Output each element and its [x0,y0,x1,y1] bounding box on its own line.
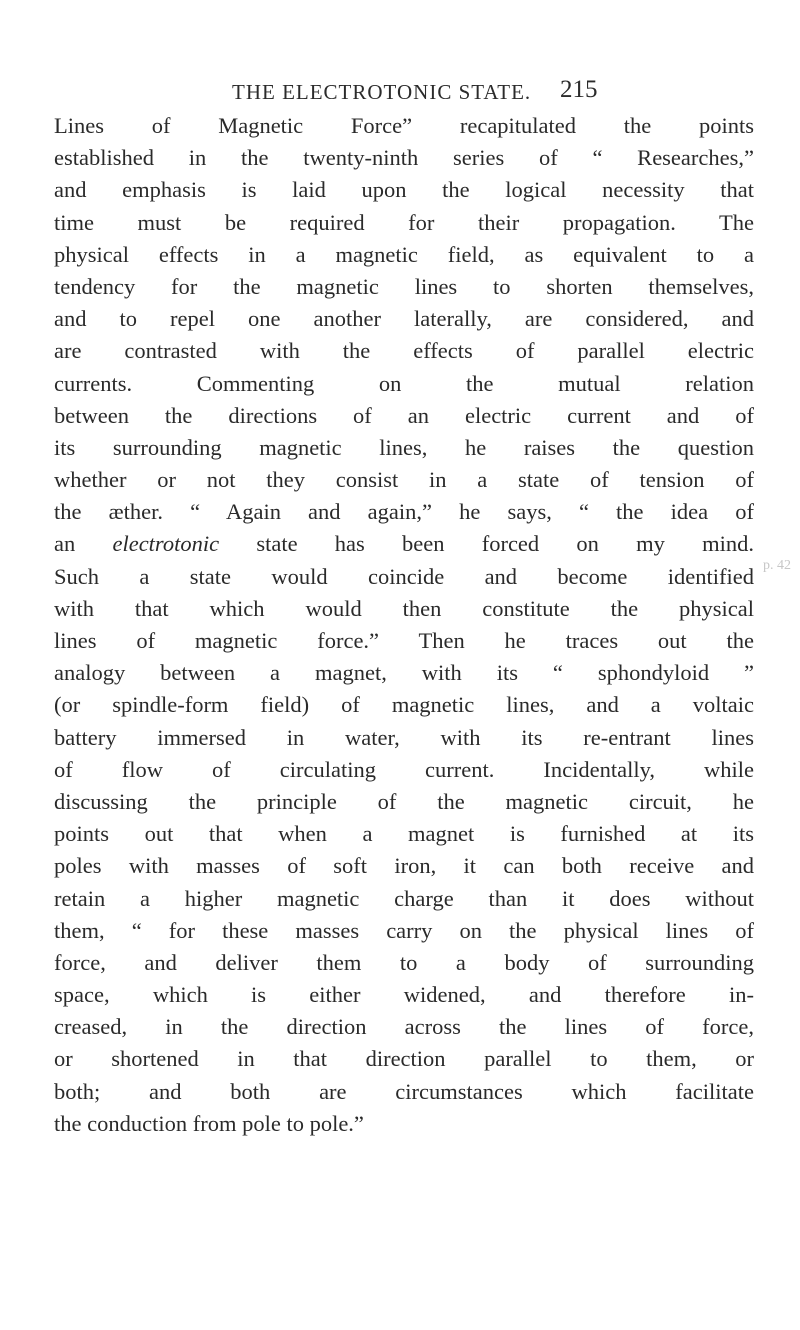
body-text [54,110,754,1140]
text-line: between the directions of an electric current and of [54,402,754,428]
text-line: whether or not they consist in a state of tension of [54,467,754,493]
text-line: tendency for the magnetic lines to shorten themselves, [54,273,754,299]
text-line-with-italic [54,528,754,560]
text-line: time must be required for their propagation. The [54,209,754,235]
text-line: battery immersed in water, with its re-entrant lines [54,724,754,750]
text-line: points out that when a magnet is furnished at its [54,821,754,847]
text-line: Lines of Magnetic Force” recapitulated the points [54,113,754,138]
text-line: them, “ for these masses carry on the physical lines of [54,917,754,943]
margin-annotation: p. 42 [763,558,791,573]
text-line: space, which is either widened, and therefore in- [54,982,754,1008]
text-line: (or spindle-form field) of magnetic lines, and a voltaic [54,692,754,718]
text-line: with that which would then constitute the physical [54,595,754,621]
text-line: analogy between a magnet, with its “ sphondyloid ” [54,660,754,686]
text-line: creased, in the direction across the lines of force, [54,1014,754,1040]
line-part: an [54,531,113,557]
text-line: the æther. “ Again and again,” he says, “ the idea of [54,499,754,525]
text-line: force, and deliver them to a body of surrounding [54,949,754,975]
line-part: state has been forced on my mind. [219,531,754,557]
text-line: and emphasis is laid upon the logical necessity that [54,177,754,203]
text-line: physical effects in a magnetic field, as equivalent to a [54,241,754,267]
text-line: Such a state would coincide and become identified [54,563,754,589]
running-title: THE ELECTROTONIC STATE. [232,80,532,104]
italic-term: electrotonic [112,531,220,557]
text-line: poles with masses of soft iron, it can both receive and [54,853,754,879]
text-line: retain a higher magnetic charge than it does without [54,885,754,911]
text-line: the conduction from pole to pole.” [54,1110,364,1136]
text-line: are contrasted with the effects of parallel electric [54,338,754,364]
text-line: both; and both are circumstances which facilitate [54,1078,754,1104]
text-line: its surrounding magnetic lines, he raises the question [54,434,754,460]
text-line: and to repel one another laterally, are considered, and [54,306,754,332]
text-line: established in the twenty-ninth series of “ Researches,” [54,145,754,171]
text-line: lines of magnetic force.” Then he traces out the [54,628,754,653]
text-line: or shortened in that direction parallel to them, or [54,1046,754,1072]
text-line: currents. Commenting on the mutual relation [54,370,754,396]
text-line: discussing the principle of the magnetic circuit, he [54,788,754,814]
page-number: 215 [560,76,598,103]
text-line: of flow of circulating current. Incidentally, while [54,756,754,782]
